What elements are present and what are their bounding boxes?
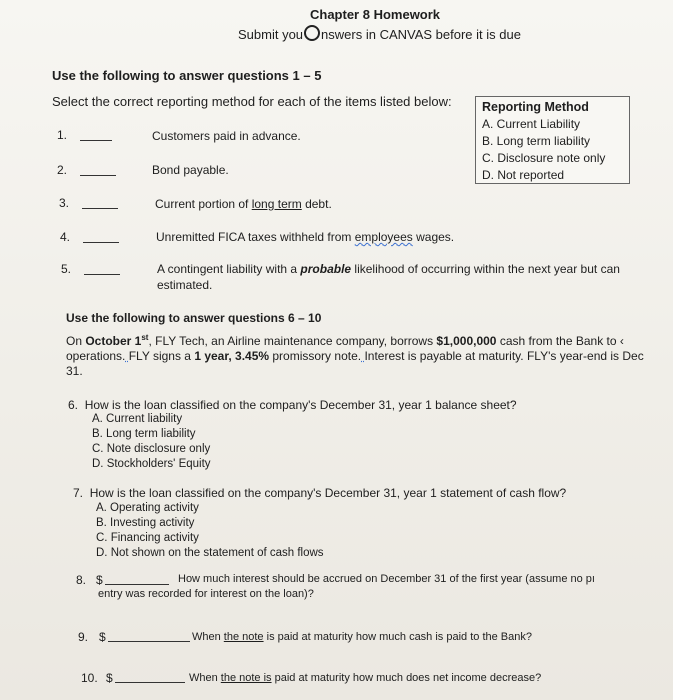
dollar-sign: $ [96, 573, 103, 587]
dollar-sign: $ [99, 630, 106, 644]
scenario-line: operations. FLY signs a 1 year, 3.45% promissory note. Interest is payable at maturity. FLY's year-end is Dec [66, 349, 644, 363]
question-number: 5. [61, 262, 72, 276]
question-text: Customers paid in advance. [152, 129, 301, 143]
question-7: 7. How is the loan classified on the company's December 31, year 1 statement of cash flow? [73, 486, 567, 500]
question-9-number: 9. [78, 630, 89, 644]
question-8-text: How much interest should be accrued on December 31 of the first year (assume no pı [178, 573, 595, 585]
answer-blank[interactable] [105, 575, 169, 585]
question-text: A contingent liability with a probable likelihood of occurring within the next year but can [157, 262, 620, 276]
reporting-method-option: C. Disclosure note only [482, 151, 606, 165]
answer-blank[interactable] [115, 673, 185, 683]
question-number: 1. [57, 128, 68, 142]
page-title: Chapter 8 Homework [310, 7, 441, 22]
answer-blank[interactable] [82, 199, 118, 209]
page-subtitle: Submit you nswers in CANVAS before it is due [238, 27, 521, 42]
question-10-number: 10. [81, 671, 98, 685]
q7-option[interactable]: A. Operating activity [96, 502, 199, 514]
section1-instruction: Select the correct reporting method for each of the items listed below: [52, 94, 452, 109]
question-text: Unremitted FICA taxes withheld from employees wages. [156, 230, 455, 244]
answer-blank[interactable] [83, 233, 119, 243]
circle-mark-icon [304, 25, 320, 41]
scenario-line: 31. [66, 364, 83, 378]
section2-heading: Use the following to answer questions 6 – 10 [66, 311, 322, 325]
reporting-method-option: B. Long term liability [482, 134, 591, 148]
dollar-sign: $ [106, 671, 113, 685]
question-6: 6. How is the loan classified on the company's December 31, year 1 balance sheet? [68, 398, 517, 412]
q7-option[interactable]: C. Financing activity [96, 532, 199, 544]
q6-option[interactable]: D. Stockholders' Equity [92, 458, 211, 470]
question-text-continued: estimated. [157, 278, 213, 292]
reporting-method-option: D. Not reported [482, 168, 565, 182]
question-10-text: When the note is paid at maturity how much does net income decrease? [189, 672, 542, 684]
answer-blank[interactable] [80, 131, 112, 141]
section1-heading: Use the following to answer questions 1 – 5 [52, 68, 322, 83]
question-8-number: 8. [76, 573, 87, 587]
answer-blank[interactable] [84, 265, 120, 275]
reporting-method-title: Reporting Method [482, 100, 589, 114]
question-text: Current portion of long term debt. [155, 197, 332, 211]
answer-blank[interactable] [108, 632, 190, 642]
question-9-text: When the note is paid at maturity how much cash is paid to the Bank? [192, 631, 532, 643]
reporting-method-box [475, 96, 630, 184]
q7-option[interactable]: B. Investing activity [96, 517, 195, 529]
q6-option[interactable]: C. Note disclosure only [92, 443, 211, 455]
answer-blank[interactable] [80, 166, 116, 176]
question-text: Bond payable. [152, 163, 229, 177]
q6-option[interactable]: B. Long term liability [92, 428, 196, 440]
question-8-text-continued: entry was recorded for interest on the loan)? [98, 588, 314, 600]
question-number: 3. [59, 196, 70, 210]
scenario-line: On October 1st, FLY Tech, an Airline maintenance company, borrows $1,000,000 cash from the Bank to ‹ [66, 333, 624, 348]
reporting-method-option: A. Current Liability [482, 117, 581, 131]
question-number: 2. [57, 163, 68, 177]
question-number: 4. [60, 230, 71, 244]
q7-option[interactable]: D. Not shown on the statement of cash flows [96, 547, 324, 559]
q6-option[interactable]: A. Current liability [92, 413, 183, 425]
